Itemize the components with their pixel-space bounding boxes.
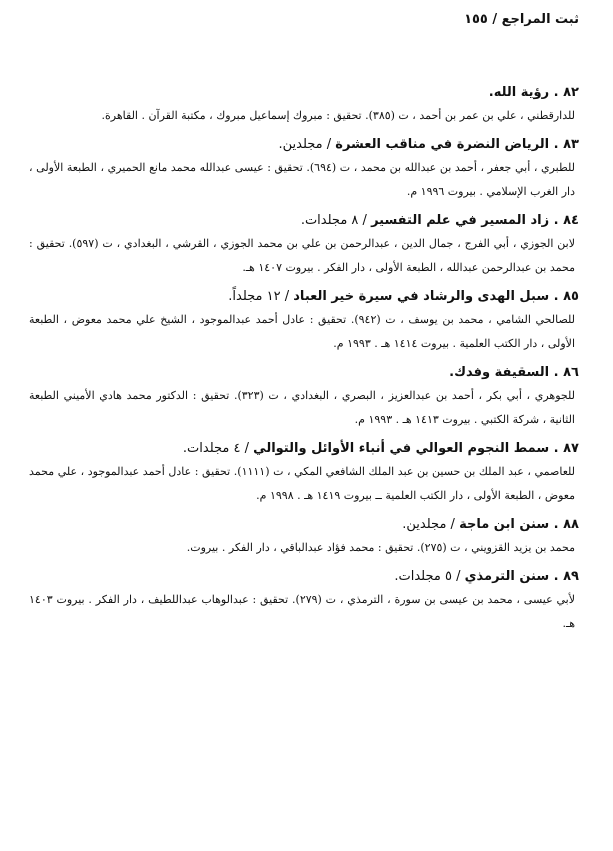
entry-heading: ٨٦ . السقيفة وفدك.	[449, 365, 579, 380]
entry-volumes: / ١٢ مجلداً.	[228, 289, 294, 304]
entry-title: سنن ابن ماجة	[459, 517, 550, 532]
reference-entry-84	[29, 210, 579, 280]
entry-heading: ٨٧ . سمط النجوم العوالي في أنباء الأوائل والتوالي / ٤ مجلدات.	[182, 441, 579, 456]
entry-heading: ٨٢ . رؤية الله.	[488, 85, 579, 100]
entry-number: ٨٣	[563, 137, 579, 152]
entry-number: ٨٨	[563, 517, 579, 532]
reference-entry-89	[29, 566, 579, 636]
entry-citation: للدارقطني ، علي بن عمر بن أحمد ، ت (٣٨٥). تحقيق : مبروك إسماعيل مبروك ، مكتبة القرآن . القاهرة.	[101, 109, 575, 122]
entry-volumes: / مجلدين.	[402, 517, 460, 532]
reference-entry-87	[29, 438, 579, 508]
reference-entry-82	[29, 82, 579, 128]
entry-number: ٨٢	[563, 85, 579, 100]
entry-title: الرياض النضرة في مناقب العشرة	[335, 137, 550, 152]
entry-title: سبل الهدى والرشاد في سيرة خير العباد	[293, 289, 550, 304]
entry-title: سنن الترمذي	[464, 569, 550, 584]
reference-entry-86	[29, 362, 579, 432]
entry-citation: للجوهري ، أبي بكر ، أحمد بن عبدالعزيز ، البصري ، البغدادي ، ت (٣٢٣). تحقيق : الدكتور محمد هادي الأميني الطبعة الثانية ، شركة الكتبي . بيروت ١٤١٣ هـ . ١٩٩٣ م.	[29, 389, 575, 426]
entry-title: سمط النجوم العوالي في أنباء الأوائل والتوالي	[253, 441, 550, 456]
reference-entry-83	[29, 134, 579, 204]
entry-citation: للطبري ، أبي جعفر ، أحمد بن عبدالله بن محمد ، ت (٦٩٤). تحقيق : عيسى عبدالله محمد مانع الحميري ، الطبعة الأولى ، دار الغرب الإسلامي . بيروت ١٩٩٦ م.	[29, 161, 576, 198]
entry-citation: للعاصمي ، عبد الملك بن حسين بن عبد الملك الشافعي المكي ، ت (١١١١). تحقيق : عادل أحمد عبدالموجود ، علي محمد معوض ، الطبعة الأولى ، دار الكتب العلمية ــ بيروت ١٤١٩ هـ . ١٩٩٨ م.	[29, 465, 575, 502]
entry-heading: ٨٣ . الرياض النضرة في مناقب العشرة / مجلدين.	[278, 137, 579, 152]
entry-volumes: / ٨ مجلدات.	[300, 213, 372, 228]
entry-number: ٨٥	[563, 289, 579, 304]
page-header: ثبت المراجع / ١٥٥	[464, 12, 579, 27]
entry-citation: لأبي عيسى ، محمد بن عيسى بن سورة ، الترمذي ، ت (٢٧٩). تحقيق : عبدالوهاب عبداللطيف ، دار الفكر . بيروت ١٤٠٣ هـ.	[29, 593, 575, 630]
entry-heading: ٨٨ . سنن ابن ماجة / مجلدين.	[402, 517, 579, 532]
entry-number: ٨٦	[563, 365, 579, 380]
entry-citation: محمد بن يزيد القزويني ، ت (٢٧٥). تحقيق : محمد فؤاد عبدالباقي ، دار الفكر . بيروت.	[186, 541, 575, 554]
entry-volumes: / ٥ مجلدات.	[394, 569, 465, 584]
reference-entry-88	[29, 514, 579, 560]
entry-heading: ٨٤ . زاد المسير في علم التفسير / ٨ مجلدات.	[300, 213, 579, 228]
entry-heading: ٨٥ . سبل الهدى والرشاد في سيرة خير العباد / ١٢ مجلداً.	[228, 289, 579, 304]
reference-entry-85	[29, 286, 579, 356]
entry-number: ٨٤	[563, 213, 579, 228]
entry-number: ٨٧	[563, 441, 579, 456]
entry-volumes: / مجلدين.	[278, 137, 336, 152]
entry-volumes: / ٤ مجلدات.	[182, 441, 254, 456]
entry-title: رؤية الله.	[488, 85, 550, 100]
entry-number: ٨٩	[563, 569, 579, 584]
entry-title: السقيفة وفدك.	[449, 365, 550, 380]
entry-citation: للصالحي الشامي ، محمد بن يوسف ، ت (٩٤٢). تحقيق : عادل أحمد عبدالموجود ، الشيخ علي محمد معوض ، الطبعة الأولى ، دار الكتب العلمية . بيروت ١٤١٤ هـ . ١٩٩٣ م.	[29, 313, 575, 350]
entry-title: زاد المسير في علم التفسير	[371, 213, 550, 228]
references-list	[29, 82, 579, 642]
entry-heading: ٨٩ . سنن الترمذي / ٥ مجلدات.	[394, 569, 579, 584]
entry-citation: لابن الجوزي ، أبي الفرج ، جمال الدين ، عبدالرحمن بن علي بن محمد الجوزي ، القرشي ، البغدادي ، ت (٥٩٧). تحقيق : محمد بن عبدالرحمن عبدالله ، الطبعة الأولى ، دار الفكر . بيروت ١٤٠٧ هـ.	[29, 237, 575, 274]
